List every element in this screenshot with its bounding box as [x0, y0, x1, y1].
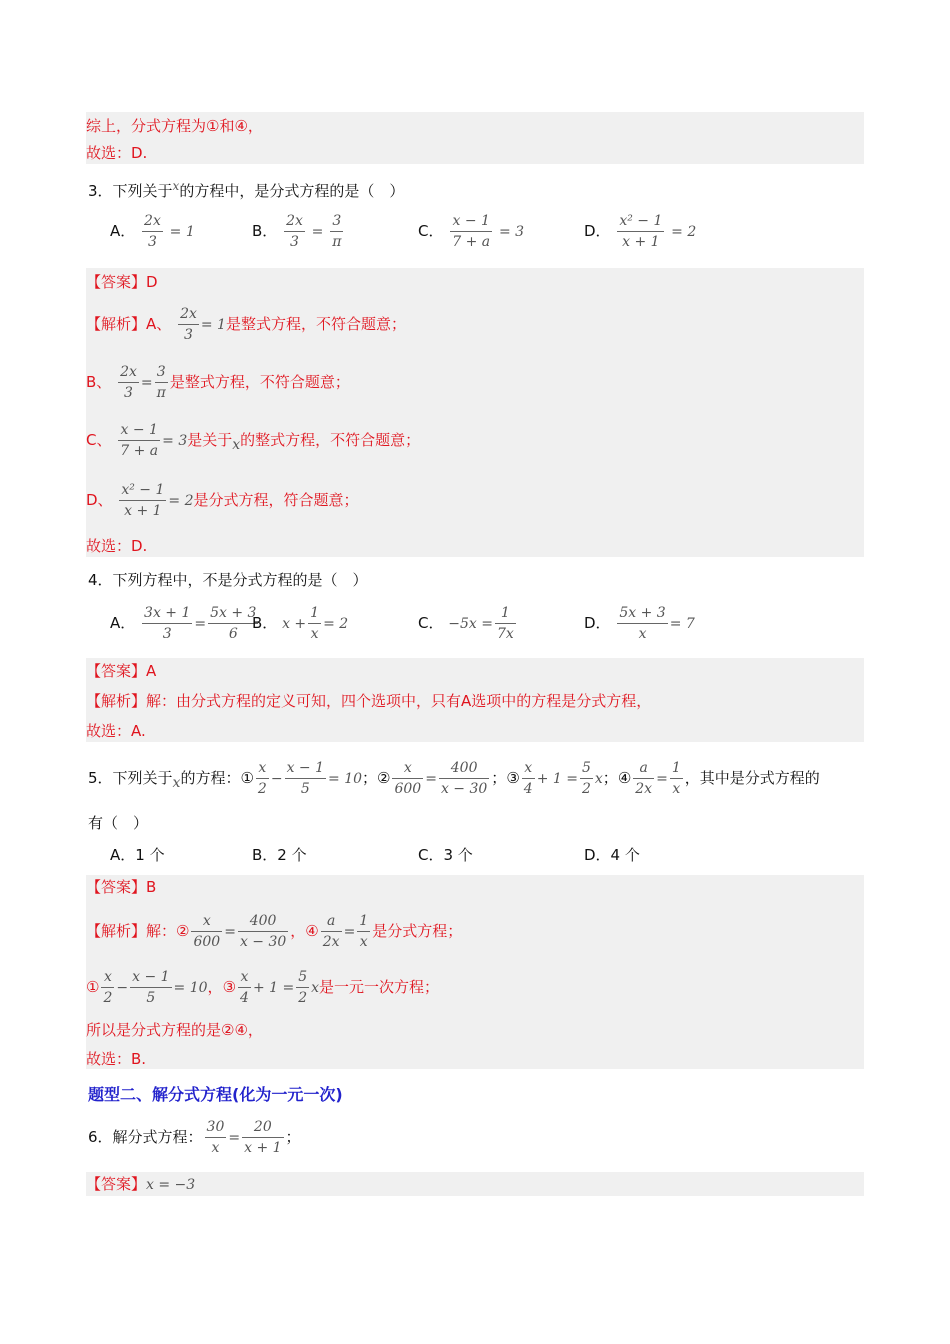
- q4-option-b[interactable]: B． x + $\frac{1}{x}$ = 2: [252, 605, 349, 642]
- q3-exp-b: B、 $\frac{2x}{3}$ = $\frac{3}{\pi}$ 是整式方程，不符合题意；: [86, 364, 350, 401]
- q4-option-d[interactable]: D． $\frac{5x + 3}{x}$ = 7: [584, 605, 695, 642]
- q4-answer: 【答案】A: [86, 662, 157, 680]
- choice-text: 故选：D.: [86, 144, 148, 162]
- q5-exp-3: 所以是分式方程的是②④，: [86, 1021, 263, 1039]
- q5-exp-2: ① $\frac{x}{2}$ − $\frac{x - 1}{5}$ = 10，③ $\frac{x}{4}$ + 1 = $\frac{5}{2}$ x是一元一次方程；: [86, 969, 440, 1006]
- question-5-stem-line2: 有（ ）: [88, 814, 149, 832]
- q4-explanation: 【解析】解：由分式方程的定义可知，四个选项中，只有A选项中的方程是分式方程，: [86, 692, 652, 710]
- section-title: 题型二、解分式方程(化为一元一次): [88, 1085, 343, 1104]
- summary-text: 综上，分式方程为①和④，: [86, 117, 263, 135]
- q5-option-b[interactable]: B．2 个: [252, 846, 307, 864]
- q5-option-a[interactable]: A．1 个: [110, 846, 165, 864]
- q3-exp-a: 【解析】A、 $\frac{2x}{3}$ = 1是整式方程，不符合题意；: [86, 306, 406, 343]
- question-6-stem: 6．解分式方程： $\frac{30}{x}$ = $\frac{20}{x + 1}$ ；: [88, 1119, 301, 1156]
- q3-option-b[interactable]: B． $\frac{2x}{3}$ = $\frac{3}{\pi}$: [252, 213, 342, 250]
- q5-option-d[interactable]: D．4 个: [584, 846, 640, 864]
- q5-choose: 故选：B.: [86, 1050, 147, 1068]
- answer-block-q4: [86, 658, 864, 742]
- question-3-stem: 3．下列关于$^x$的方程中，是分式方程的是（ ）: [88, 179, 405, 200]
- q4-choose: 故选：A.: [86, 722, 146, 740]
- q5-answer: 【答案】B: [86, 878, 157, 896]
- q4-option-c[interactable]: C． −5x = $\frac{1}{7x}$: [418, 605, 514, 642]
- q3-option-d[interactable]: D． $\frac{\text{x² − 1}}{x + 1}$ = 2: [584, 213, 697, 250]
- q5-exp-1: 【解析】解：② $\frac{x}{600}$ = $\frac{400}{x - 30}$ ，④ $\frac{a}{2x}$ = $\frac{1}{x}$ 是分式方程；: [86, 913, 463, 950]
- question-4-stem: 4．下列方程中，不是分式方程的是（ ）: [88, 571, 368, 589]
- answer-block-q3: [86, 268, 864, 557]
- q3-option-c[interactable]: C． $\frac{x - 1}{7 + a}$ = 3: [418, 213, 525, 250]
- q5-option-c[interactable]: C．3 个: [418, 846, 473, 864]
- q3-exp-c: C、 $\frac{x - 1}{7 + a}$ = 3是关于x的整式方程，不符合题意；: [86, 422, 421, 459]
- q4-option-a[interactable]: A． $\frac{3x + 1}{3}$ = $\frac{5x + 3}{6}$: [110, 605, 257, 642]
- answer-block-q6: [86, 1172, 864, 1196]
- q3-choose: 故选：D.: [86, 537, 148, 555]
- q6-answer: 【答案】x = −3: [86, 1175, 196, 1193]
- answer-block-q2-tail: [86, 112, 864, 164]
- q3-option-a[interactable]: A． $\frac{2x}{3}$ = 1: [110, 213, 195, 250]
- q3-answer: 【答案】D: [86, 273, 158, 291]
- answer-block-q5: [86, 875, 864, 1069]
- question-5-stem: 5．下列关于x的方程：① $\frac{x}{2}$ − $\frac{x - 1}{5}$ = 10；② $\frac{x}{600}$ = $\frac{400}{x - 30}$ ；③ $\frac{x}{4}$ + 1 = $\frac{5}{2}$ x；④ $\frac{a}{2x}$ = $\frac{1}{x}$ ，其中是分式方程的: [88, 760, 820, 797]
- q3-exp-d: D、 $\frac{\text{x² − 1}}{x + 1}$ = 2是分式方程，符合题意；: [86, 482, 359, 519]
